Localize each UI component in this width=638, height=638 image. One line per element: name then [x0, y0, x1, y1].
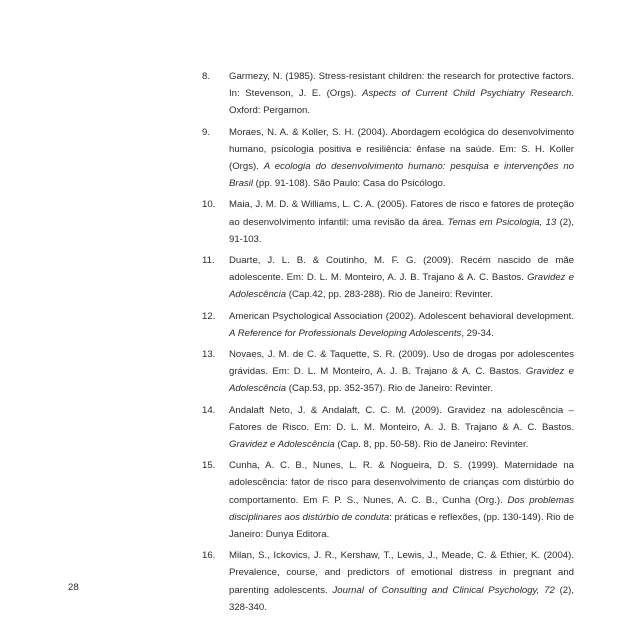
reference-item [202, 252, 574, 304]
reference-details: (2), 91-103. [229, 216, 574, 245]
reference-details: (Cap.42, pp. 283-288). Rio de Janeiro: Revinter. [286, 289, 493, 301]
reference-title: Gravidez e Adolescência [229, 439, 335, 451]
reference-item [202, 308, 574, 342]
reference-number: 8. [202, 71, 211, 82]
reference-item [202, 402, 574, 454]
reference-number: 11. [202, 255, 215, 267]
reference-number: 15. [202, 460, 216, 472]
reference-text: Cunha, A. C. B., Nunes, L. R. & Nogueira, D. S. (1999). Maternidade na adolescência: fator de risco para desenvolvimento de crianças com distúrbio do comportamento. Em F. P. S., Nunes, A. C. B., Cunha (Org.). [229, 460, 574, 506]
reference-title: Temas em Psicologia, 13 [447, 216, 557, 228]
reference-title: Gravidez e Adolescência [229, 366, 574, 395]
reference-details: (Cap. 8, pp. 50-58). Rio de Janeiro: Revinter. [334, 439, 529, 451]
reference-item [202, 68, 574, 120]
reference-text: Andalaft Neto, J. & Andalaft, C. C. M. (2009). Gravidez na adolescência – Fatores de Risco. Em: D. L. M. Monteiro, A. J. B. Trajano & A. C. Bastos. [229, 404, 574, 433]
reference-title: A ecologia do desenvolvimento humano: pesquisa e intervenções no Brasil [229, 161, 574, 190]
reference-item [202, 196, 574, 248]
reference-item [202, 547, 574, 616]
page-number: 28 [68, 582, 79, 593]
reference-title: Dos problemas disciplinares aos distúrbio de conduta [229, 494, 574, 523]
reference-text: Garmezy, N. (1985). Stress-resistant children: the research for protective factors. In: Stevenson, J. E. (Orgs). [229, 71, 574, 100]
reference-text: Duarte, J. L. B. & Coutinho, M. F. G. (2009). Recém nascido de mãe adolescente. Em: D. L. M. Monteiro, A. J. B. Trajano & A. C. Bastos. [229, 255, 574, 284]
reference-title: Gravidez e Adolescência [229, 272, 575, 301]
reference-text: American Psychological Association (2002). Adolescent behavioral development. [229, 310, 574, 322]
reference-text: Novaes, J. M. de C. & Taquette, S. R. (2009). Uso de drogas por adolescentes grávidas. Em: D. L. M Monteiro, A. J. B. Trajano & A. C. Bastos. [229, 349, 574, 378]
reference-text: Maia, J. M. D. & Williams, L. C. A. (2005). Fatores de risco e fatores de proteção ao desenvolvimento infantil: uma revisão da área. [229, 199, 574, 228]
reference-details: (2), 328-340. [229, 584, 575, 613]
reference-title: Aspects of Current Child Psychiatry Research. [362, 88, 574, 100]
reference-title: Journal of Consulting and Clinical Psychology, 72 [332, 584, 555, 596]
reference-number: 14. [202, 404, 216, 416]
reference-text: Milan, S., Ickovics, J. R., Kershaw, T., Lewis, J., Meade, C. & Ethier, K. (2004). Prevalence, course, and predictors of emotional distress in pregnant and parenting adolescents. [229, 550, 574, 596]
reference-details: : práticas e reflexões, (pp. 130-149). Rio de Janeiro: Dunya Editora. [229, 511, 574, 541]
reference-number: 10. [202, 199, 216, 211]
reference-details: (Cap.53, pp. 352-357). Rio de Janeiro: Revinter. [286, 383, 493, 395]
reference-list [202, 68, 574, 620]
reference-item [202, 457, 574, 543]
reference-number: 13. [202, 349, 216, 361]
reference-number: 9. [202, 126, 211, 138]
reference-number: 12. [202, 310, 216, 322]
reference-item [202, 124, 574, 193]
reference-title: A Reference for Professionals Developing Adolescents [229, 327, 462, 339]
reference-text: Moraes, N. A. & Koller, S. H. (2004). Abordagem ecológica do desenvolvimento humano, psicologia positiva e resiliência: ênfase na saúde. Em: S. H. Koller (Orgs). [229, 126, 574, 173]
reference-number: 16. [202, 550, 216, 562]
reference-details: , 29-34. [461, 327, 494, 339]
reference-details: Oxford: Pergamon. [229, 105, 311, 117]
reference-item [202, 346, 574, 398]
reference-details: (pp. 91-108). São Paulo: Casa do Psicólogo. [253, 178, 446, 190]
